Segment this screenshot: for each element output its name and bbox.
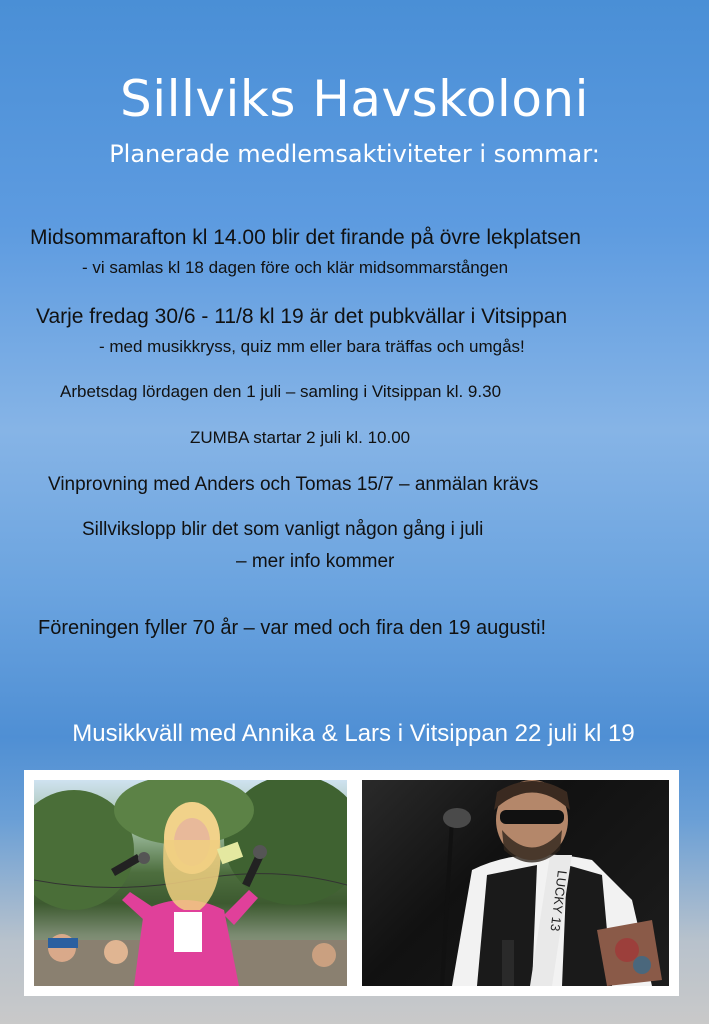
page-title: Sillviks Havskoloni: [120, 70, 589, 128]
guitarist-photo: [362, 780, 669, 986]
singer-photo: [34, 780, 347, 986]
photo-frame: [24, 770, 679, 996]
activity-jubileum: Föreningen fyller 70 år – var med och fira den 19 augusti!: [38, 617, 547, 639]
activity-arbetsdag: Arbetsdag lördagen den 1 juli – samling i Vitsippan kl. 9.30: [60, 382, 502, 401]
music-evening-text: Musikkväll med Annika & Lars i Vitsippan 22 juli kl 19: [72, 720, 635, 747]
activity-vinprovning: Vinprovning med Anders och Tomas 15/7 – anmälan krävs: [48, 474, 539, 495]
activity-midsommar-detail: - vi samlas kl 18 dagen före och klär midsommarstången: [82, 258, 509, 277]
guitar-strap-text: LUCKY 13: [547, 869, 570, 933]
activity-pub: Varje fredag 30/6 - 11/8 kl 19 är det pubkvällar i Vitsippan: [36, 305, 568, 328]
page-subtitle: Planerade medlemsaktiviteter i sommar:: [109, 140, 600, 168]
activity-pub-detail: - med musikkryss, quiz mm eller bara träffas och umgås!: [99, 337, 525, 356]
activity-zumba: ZUMBA startar 2 juli kl. 10.00: [190, 428, 411, 447]
activity-sillvikslopp-detail: – mer info kommer: [236, 551, 395, 572]
activity-midsommar: Midsommarafton kl 14.00 blir det firande på övre lekplatsen: [30, 226, 581, 249]
activity-sillvikslopp: Sillvikslopp blir det som vanligt någon gång i juli: [82, 519, 484, 540]
